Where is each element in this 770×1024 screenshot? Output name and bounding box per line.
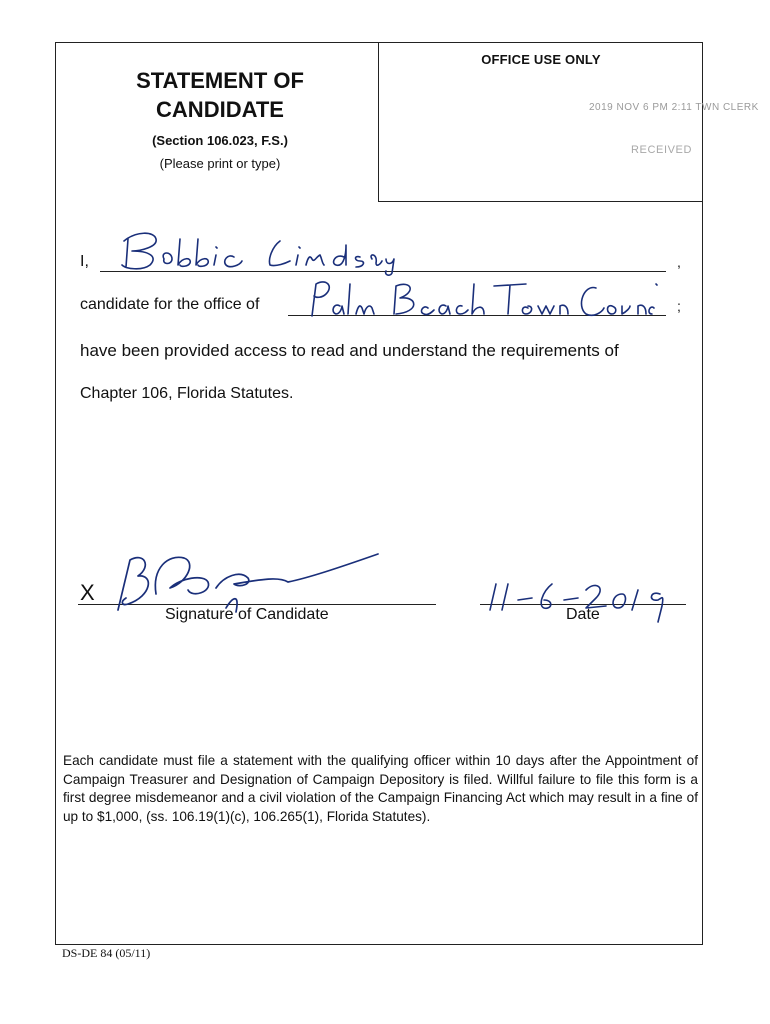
signature-caption: Signature of Candidate	[165, 606, 329, 623]
received-date-stamp: 2019 NOV 6 PM 2:11 TWN CLERK	[589, 102, 759, 113]
received-stamp: RECEIVED	[631, 144, 693, 156]
section-reference: (Section 106.023, F.S.)	[152, 133, 288, 148]
requirements-statement: have been provided access to read and understand the requirements of	[80, 341, 619, 360]
form-title: STATEMENT OF CANDIDATE	[136, 68, 304, 122]
statute-reference: Chapter 106, Florida Statutes.	[80, 385, 294, 402]
date-handwriting	[482, 576, 682, 624]
office-suffix: ;	[677, 298, 681, 314]
form-code: DS-DE 84 (05/11)	[62, 946, 151, 960]
signature-x-mark: X	[80, 580, 95, 605]
office-use-box	[378, 42, 759, 202]
office-prefix: candidate for the office of	[80, 296, 260, 313]
office-use-label: OFFICE USE ONLY	[481, 52, 601, 67]
print-instruction: (Please print or type)	[159, 156, 281, 171]
filing-notice: Each candidate must file a statement with the qualifying officer within 10 days after the Appointment of Campaign Treasurer and Designation of Campaign Depository is filed. Willful failure to file this form is a first degree misdemeanor and a civil violation of the Campaign Financing Act which may result in a fine of up to $1,000, (ss. 106.19(1)(c), 106.265(1), Florida Statutes).	[63, 753, 698, 824]
name-suffix: ,	[677, 254, 681, 270]
candidate-name-handwriting	[110, 225, 400, 277]
date-caption: Date	[566, 606, 600, 623]
office-name-handwriting	[300, 276, 660, 320]
candidate-signature-handwriting	[108, 548, 388, 618]
name-prefix: I,	[80, 253, 89, 270]
